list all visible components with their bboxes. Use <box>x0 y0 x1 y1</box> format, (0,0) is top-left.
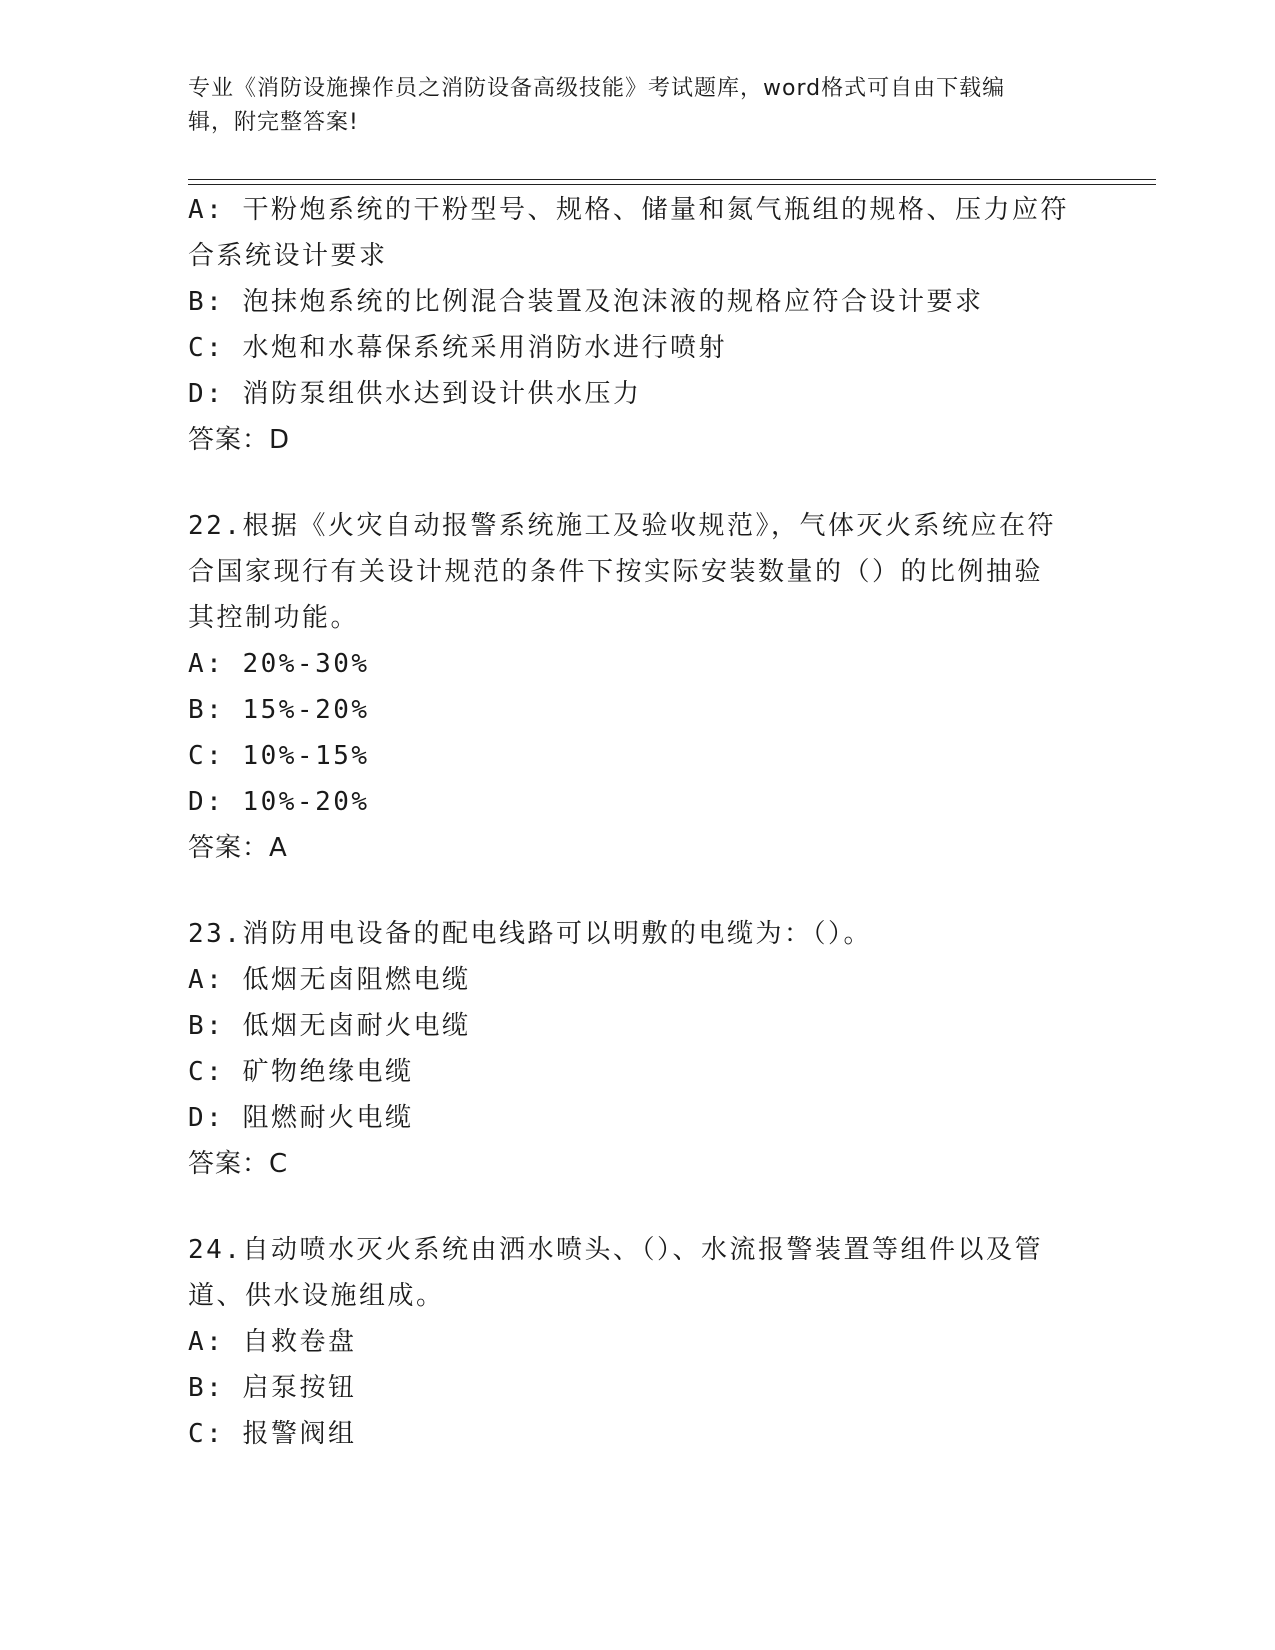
option-d: D: 消防泵组供水达到设计供水压力 <box>188 379 642 409</box>
option-c: C: 矿物绝缘电缆 <box>188 1057 414 1087</box>
header-rule-top <box>188 179 1156 180</box>
answer-21: 答案：D <box>188 425 291 455</box>
option-a-line-2: 合系统设计要求 <box>188 241 388 271</box>
question-23-stem: 23.消防用电设备的配电线路可以明敷的电缆为：（）。 <box>188 919 872 949</box>
option-b: B: 15%-20% <box>188 695 370 725</box>
option-c: C: 报警阀组 <box>188 1419 357 1449</box>
option-b: B: 泡抹炮系统的比例混合装置及泡沫液的规格应符合设计要求 <box>188 287 984 317</box>
option-d: D: 10%-20% <box>188 787 370 817</box>
option-d: D: 阻燃耐火电缆 <box>188 1103 414 1133</box>
header-rule-bottom <box>188 184 1156 185</box>
answer-23: 答案：C <box>188 1149 289 1179</box>
question-22-stem-line-1: 22.根据《火灾自动报警系统施工及验收规范》，气体灭火系统应在符 <box>188 511 1056 541</box>
option-a-line-1: A: 干粉炮系统的干粉型号、规格、储量和氮气瓶组的规格、压力应符 <box>188 195 1069 225</box>
option-a: A: 20%-30% <box>188 649 370 679</box>
option-b: B: 启泵按钮 <box>188 1373 357 1403</box>
question-21-options <box>188 187 1088 463</box>
question-22 <box>188 503 1088 871</box>
question-24 <box>188 1227 1088 1457</box>
document-header <box>188 72 1088 140</box>
question-22-stem-line-3: 其控制功能。 <box>188 603 360 633</box>
question-24-stem-line-1: 24.自动喷水灭火系统由洒水喷头、（）、水流报警装置等组件以及管 <box>188 1235 1043 1265</box>
option-a: A: 自救卷盘 <box>188 1327 357 1357</box>
option-a: A: 低烟无卤阻燃电缆 <box>188 965 471 995</box>
question-24-stem-line-2: 道、供水设施组成。 <box>188 1281 445 1311</box>
answer-22: 答案：A <box>188 833 288 863</box>
question-content <box>188 187 1088 1457</box>
option-b: B: 低烟无卤耐火电缆 <box>188 1011 471 1041</box>
question-23 <box>188 911 1088 1187</box>
option-c: C: 水炮和水幕保系统采用消防水进行喷射 <box>188 333 727 363</box>
option-c: C: 10%-15% <box>188 741 370 771</box>
question-22-stem-line-2: 合国家现行有关设计规范的条件下按实际安装数量的（）的比例抽验 <box>188 557 1044 587</box>
header-line-1: 专业《消防设施操作员之消防设备高级技能》考试题库，word格式可自由下载编 <box>188 76 1006 101</box>
header-line-2: 辑，附完整答案! <box>188 110 359 135</box>
